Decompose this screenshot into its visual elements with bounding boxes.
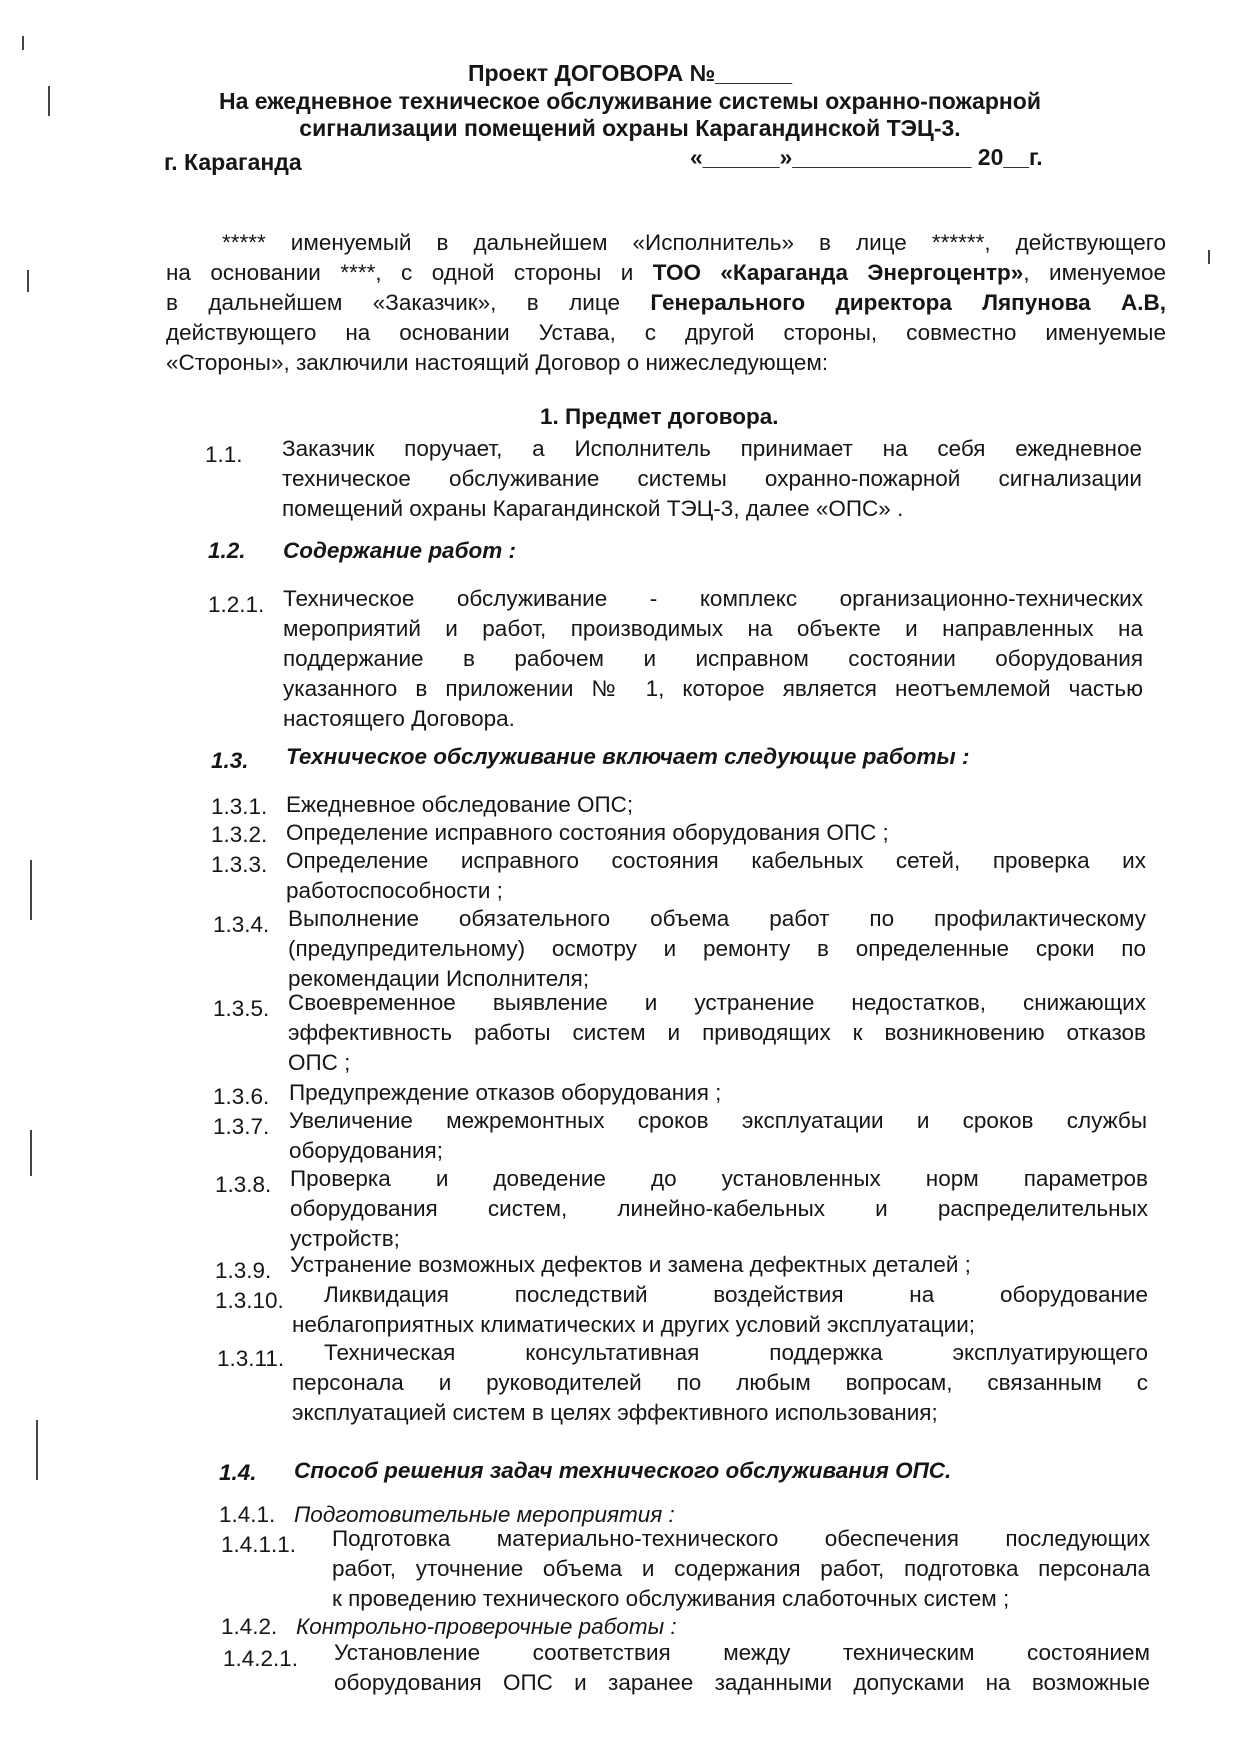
clause-number: 1.3.1. (211, 794, 268, 819)
preamble-line: «Стороны», заключили настоящий Договор о нижеследующем: (166, 350, 829, 375)
scan-mark (48, 86, 50, 116)
clause-number: 1.3.11. (217, 1346, 285, 1371)
clause-text: Предупреждение отказов оборудования ; (289, 1080, 722, 1105)
director-name: Генерального директора Ляпунова А.В, (650, 290, 1166, 315)
clause-number: 1.3.8. (215, 1172, 272, 1197)
preamble (166, 228, 1166, 378)
preamble-line: на основании ****, с одной стороны и ТОО «Караганда Энергоцентр», именуемое (166, 260, 1166, 285)
preamble-line: в дальнейшем «Заказчик», в лице Генерального директора Ляпунова А.В, (166, 290, 1166, 315)
section-heading: 1. Предмет договора. (540, 404, 779, 429)
clause-number: 1.1. (205, 442, 243, 467)
clause-number: 1.2. (208, 538, 246, 563)
clause-number: 1.3.7. (213, 1114, 270, 1139)
clause-number: 1.2.1. (208, 592, 265, 617)
contract-title: Проект ДОГОВОРА №______ (467, 60, 793, 86)
contract-subtitle-line1: На ежедневное техническое обслуживание системы охранно-пожарной (219, 88, 1041, 114)
contract-city: г. Караганда (164, 149, 302, 175)
scan-mark (27, 270, 29, 292)
subsection-heading: Техническое обслуживание включает следующие работы : (286, 744, 970, 769)
scan-mark (30, 1130, 32, 1176)
clause-number: 1.3.6. (213, 1084, 270, 1109)
clause-text: Техническое обслуживание - комплекс организационно-технических мероприятий и работ, производимых на объекте и направленных на поддержание в рабочем и исправном состоянии оборудования указанного в приложении № 1, которое является неотъемлемой частью настоящего Договора. (283, 586, 1143, 731)
customer-name: ТОО «Караганда Энергоцентр» (652, 260, 1024, 285)
clause-number: 1.4.2.1. (223, 1646, 299, 1671)
scan-mark (30, 860, 32, 920)
clause-text: Проверка и доведение до установленных норм параметров оборудования систем, линейно-кабельных и распределительных устройств; (290, 1166, 1148, 1251)
preamble-line: действующего на основании Устава, с другой стороны, совместно именуемые (166, 320, 1166, 345)
clause-subheading: Контрольно-проверочные работы : (296, 1614, 677, 1639)
clause-number: 1.4.1. (219, 1502, 276, 1527)
clause-text: Выполнение обязательного объема работ по профилактическому (предупредительному) осмотру и ремонту в определенные сроки по рекомендации Исполнителя; (288, 906, 1146, 991)
scan-mark (22, 36, 24, 50)
clause-text: Подготовка материально-технического обеспечения последующих работ, уточнение объема и содержания работ, подготовка персонала к проведению технического обслуживания слаботочных систем ; (332, 1526, 1150, 1611)
clause-number: 1.4.2. (221, 1614, 278, 1639)
clause-text: Определение исправного состояния оборудования ОПС ; (286, 820, 889, 845)
clause-text: Определение исправного состояния кабельных сетей, проверка их работоспособности ; (286, 848, 1146, 903)
clause-subheading: Подготовительные мероприятия : (294, 1502, 675, 1527)
clause-text: Своевременное выявление и устранение недостатков, снижающих эффективность работы систем и приводящих к возникновению отказов ОПС ; (288, 990, 1146, 1075)
clause-text: Ликвидация последствий воздействия на оборудование неблагоприятных климатических и других условий эксплуатации; (292, 1282, 1148, 1337)
subsection-heading: Способ решения задач технического обслуживания ОПС. (294, 1458, 952, 1483)
preamble-line: ***** именуемый в дальнейшем «Исполнитель» в лице ******, действующего (222, 230, 1166, 255)
clause-number: 1.4. (219, 1460, 257, 1485)
scan-mark (36, 1420, 38, 1480)
scan-mark (1208, 250, 1210, 264)
clause-text: Устранение возможных дефектов и замена дефектных деталей ; (290, 1252, 971, 1277)
subsection-heading: Содержание работ : (283, 538, 516, 563)
contract-date: «______»______________ 20__г. (690, 144, 1043, 170)
contract-subtitle-line2: сигнализации помещений охраны Карагандинской ТЭЦ-3. (299, 115, 961, 141)
clause-text: Установление соответствия между техническим состоянием оборудования ОПС и заранее заданными допусками на возможные (334, 1640, 1150, 1695)
clause-number: 1.3.10. (215, 1288, 284, 1313)
clause-number: 1.3.9. (215, 1258, 272, 1283)
clause-number: 1.4.1.1. (221, 1532, 297, 1557)
clause-number: 1.3. (211, 748, 249, 773)
clause-text: Ежедневное обследование ОПС; (286, 792, 634, 817)
clause-text: Заказчик поручает, а Исполнитель принимает на себя ежедневное техническое обслуживание системы охранно-пожарной сигнализации помещений охраны Карагандинской ТЭЦ-3, далее «ОПС» . (282, 436, 1142, 521)
clause-number: 1.3.4. (213, 912, 270, 937)
clause-number: 1.3.3. (211, 852, 268, 877)
clause-text: Увеличение межремонтных сроков эксплуатации и сроков службы оборудования; (289, 1108, 1147, 1163)
clause-number: 1.3.5. (213, 996, 270, 1021)
clause-text: Техническая консультативная поддержка эксплуатирующего персонала и руководителей по любым вопросам, связанным с эксплуатацией систем в целях эффективного использования; (292, 1340, 1148, 1425)
clause-number: 1.3.2. (211, 822, 268, 847)
